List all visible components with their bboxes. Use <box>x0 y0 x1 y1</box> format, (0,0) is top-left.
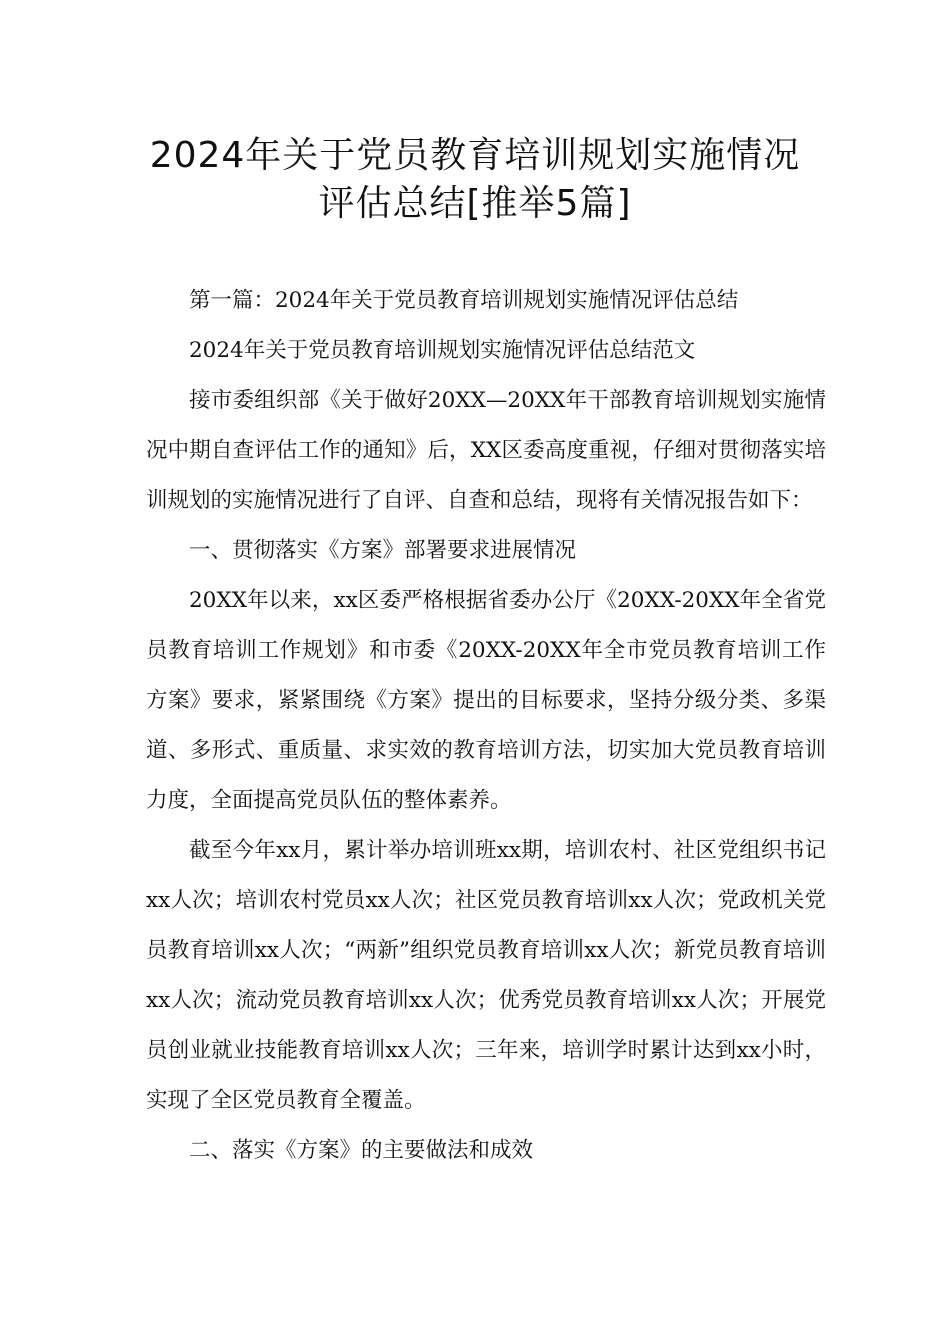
document-body <box>146 276 826 1176</box>
paragraph-intro: 接市委组织部《关于做好20XX—20XX年干部教育培训规划实施情况中期自查评估工作的通知》后，XX区委高度重视，仔细对贯彻落实培训规划的实施情况进行了自评、自查和总结，现将有关情况报告如下： <box>146 388 826 513</box>
paragraph-chapter-heading: 第一篇：2024年关于党员教育培训规划实施情况评估总结 <box>189 288 739 313</box>
paragraph-section-heading-1: 一、贯彻落实《方案》部署要求进展情况 <box>189 538 577 563</box>
document-title-line-2: 评估总结[推举5篇] <box>318 183 632 224</box>
paragraph-statistics: 截至今年xx月，累计举办培训班xx期，培训农村、社区党组织书记xx人次；培训农村党员xx人次；社区党员教育培训xx人次；党政机关党员教育培训xx人次；“两新”组织党员教育培训xx人次；新党员教育培训xx人次；流动党员教育培训xx人次；优秀党员教育培训xx人次；开展党员创业就业技能教育培训xx人次；三年来，培训学时累计达到xx小时，实现了全区党员教育全覆盖。 <box>146 838 826 1113</box>
paragraph-subtitle: 2024年关于党员教育培训规划实施情况评估总结范文 <box>189 338 696 363</box>
document-title-line-1: 2024年关于党员教育培训规划实施情况 <box>149 135 801 176</box>
paragraph-section-heading-2: 二、落实《方案》的主要做法和成效 <box>189 1138 534 1163</box>
paragraph-progress: 20XX年以来，xx区委严格根据省委办公厅《20XX-20XX年全省党员教育培训工作规划》和市委《20XX-20XX年全市党员教育培训工作方案》要求，紧紧围绕《方案》提出的目标要求，坚持分级分类、多渠道、多形式、重质量、求实效的教育培训方法，切实加大党员教育培训力度，全面提高党员队伍的整体素养。 <box>146 588 826 813</box>
